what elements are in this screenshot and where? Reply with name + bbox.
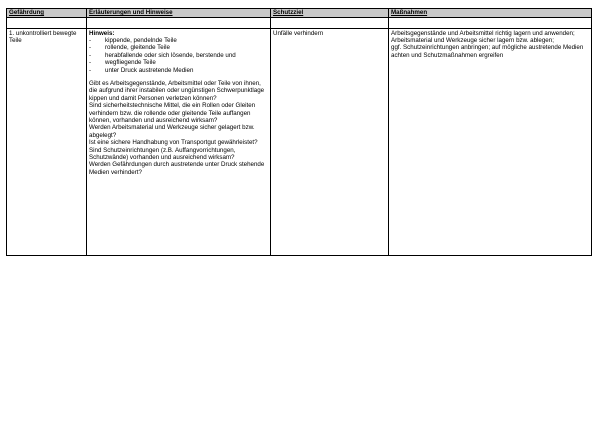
hint-title: Hinweis: bbox=[89, 29, 115, 37]
question-item: Ist eine sichere Handhabung von Transportgut gewährleistet? bbox=[89, 139, 258, 147]
question-list bbox=[89, 80, 268, 176]
list-item: - herabfallende oder sich lösende, berstende und bbox=[89, 52, 268, 59]
spacer-cell bbox=[7, 18, 87, 29]
risk-assessment-sheet bbox=[6, 8, 591, 256]
spacer-cell bbox=[389, 18, 592, 29]
spacer-row bbox=[7, 18, 592, 29]
list-item: - kippende, pendelnde Teile bbox=[89, 37, 268, 44]
protection-goal-text: Unfälle verhindern bbox=[273, 29, 324, 37]
question-item: Werden Arbeitsmaterial und Werkzeuge sicher gelagert bzw. abgelegt? bbox=[89, 124, 255, 139]
header-measures: Maßnahmen bbox=[389, 9, 592, 18]
risk-table bbox=[6, 8, 592, 256]
spacer-cell bbox=[87, 18, 271, 29]
measure-item: Arbeitsgegenstände und Arbeitsmittel richtig lagern und anwenden; bbox=[391, 29, 575, 37]
table-row bbox=[7, 29, 592, 256]
header-row bbox=[7, 9, 592, 18]
header-hazard: Gefährdung bbox=[7, 9, 87, 18]
measure-item: ggf. Schutzeinrichtungen anbringen; auf mögliche austretende Medien achten und Schutzmaßnahmen ergreifen bbox=[391, 44, 584, 59]
question-item: Sind Schutzeinrichtungen (z.B. Auffangvorrichtungen, Schutzwände) vorhanden und ausreichend wirksam? bbox=[89, 146, 236, 161]
hint-bullet-list bbox=[89, 37, 268, 74]
measure-item: Arbeitsmaterial und Werkzeuge sicher lagern bzw. ablegen; bbox=[391, 36, 554, 44]
hazard-cell bbox=[7, 29, 87, 256]
question-item: Gibt es Arbeitsgegenstände, Arbeitsmittel oder Teile von ihnen, die aufgrund ihrer instabilen oder ungünstigen Schwerpunktlage kippen und damit Personen verletzen können? bbox=[89, 79, 265, 102]
hazard-text: 1. unkontrolliert bewegte Teile bbox=[9, 29, 77, 44]
measures-cell bbox=[389, 29, 592, 256]
question-item: Werden Gefährdungen durch austretende unter Druck stehende Medien verhindert? bbox=[89, 161, 265, 176]
protection-goal-cell bbox=[271, 29, 389, 256]
question-item: Sind sicherheitstechnische Mittel, die ein Rollen oder Gleiten verhindern bzw. die rollende oder gleitende Teile auffangen können, vorhanden und ausreichend wirksam? bbox=[89, 102, 256, 124]
header-explanations: Erläuterungen und Hinweise bbox=[87, 9, 271, 18]
list-item: - unter Druck austretende Medien bbox=[89, 67, 268, 74]
header-protection-goal: Schutzziel bbox=[271, 9, 389, 18]
list-item: - rollende, gleitende Teile bbox=[89, 44, 268, 51]
list-item: - wegfliegende Teile bbox=[89, 59, 268, 66]
explanations-cell bbox=[87, 29, 271, 256]
spacer-cell bbox=[271, 18, 389, 29]
